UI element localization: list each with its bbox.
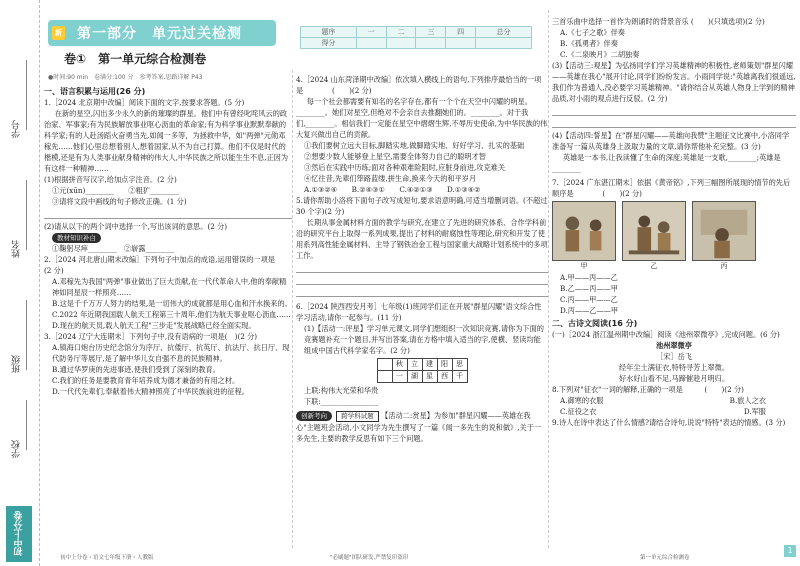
choice-option[interactable]: D.现在的航天员,载人航天工程"三步走"发展战略已经全面实现。	[52, 321, 256, 330]
illustration-image	[692, 201, 756, 261]
choice-option[interactable]: B.乙——丙——甲	[560, 284, 618, 293]
activity-2-text: 【活动二:赏星】为参加"群星闪耀——英雄在我心"主题班会活动,小文同学为先生撰写了一篇《闻一多先生的说和做》,关于一多先生,主要的教学反思有如下三个问题。	[296, 411, 542, 443]
ink-painting-icon	[553, 202, 615, 260]
answer-line[interactable]	[552, 106, 796, 116]
sub-question: (4)【活动四:誓星】在"群星闪耀——英雄向我赞"主题征文比赛中,小洛同学准备写一篇从英雄身上汲取力量的文章,请你帮他补充完整。(3 分)	[552, 131, 790, 151]
name-label: 姓名	[12, 240, 22, 258]
knowledge-note	[44, 232, 292, 243]
question-stem: 4.［2024 山东菏泽期中改编］依次填入横线上的语句,下列排序最恰当的一项是 ( )(2 分)	[296, 75, 542, 95]
sub-question: (1)【活动一:评星】学习单元课文,同学们想组织一次知识竞赛,请你为下面的竞赛题补充一个题目,并写出答案,请在方格中填入适当的字,使横、竖读均能组成中国古代科学家名字。(2 分)	[304, 324, 544, 355]
ink-painting-icon	[623, 202, 685, 260]
score-input-cell[interactable]	[476, 38, 532, 49]
exam-subtitle: 卷① 第一单元综合检测卷	[64, 52, 207, 66]
illustration-caption: 甲	[580, 262, 588, 270]
choice-option[interactable]: C.我们的任务是要教育青年培养成为德才兼备的有用之材。	[52, 376, 240, 385]
illustration-row	[552, 201, 796, 272]
choice-option[interactable]: A.御寒的衣服	[560, 396, 604, 405]
score-cell: 三	[416, 27, 446, 38]
question-stem: 3.［2024 辽宁大连期末］下列句子中,没有语病的一项是( )(2 分)	[44, 332, 258, 341]
school-label: 学校	[12, 440, 22, 458]
question-stem: 1.［2024 北京期中改编］阅读下面的文字,按要求答题。(5 分)	[44, 98, 245, 107]
score-row-header	[301, 27, 532, 38]
brand-badge: 初中上分卷	[6, 506, 32, 562]
score-cell: 二	[386, 27, 416, 38]
choice-options[interactable]: A.①③②④ B.②④③① C.④②①③ D.①③④②	[304, 185, 481, 194]
question-stem: 8.下列对"征衣"一词的解释,正确的一项是 ( )(2 分)	[552, 385, 744, 394]
grid-cell: 西	[437, 371, 452, 383]
answer-line[interactable]	[296, 275, 548, 285]
choice-option[interactable]: B.《孤勇者》伴奏	[560, 39, 618, 48]
choice-row	[552, 406, 796, 417]
choice-option[interactable]: A.镇海口炮台历史纪念馆分为序厅、抗倭厅、抗英厅、抗法厅、抗日厅、现代防务厅等展厅,是了解中华儿女自强不息的民族精神。	[52, 343, 290, 363]
footer-left: 初中上分卷・语文七年级下册・人教版	[60, 555, 154, 561]
score-row-values	[301, 38, 532, 49]
statement: ②想要少数人能够登上星空,需要全体努力自己的聪明才智	[304, 152, 486, 161]
column-2	[296, 74, 548, 444]
innovation-pill: 创新考向	[296, 411, 332, 421]
choice-option[interactable]: D.丙——乙——甲	[560, 306, 619, 315]
grid-cell: 湖	[407, 371, 422, 383]
answer-blank[interactable]: ①元(xūn)________ ②粗犷________	[52, 186, 179, 195]
class-label: 班级	[12, 355, 22, 373]
score-table	[300, 26, 532, 49]
knowledge-pill: 教材知识补白	[52, 233, 101, 243]
question-continuation: 三首乐曲中选择一首作为朗诵时的背景音乐 ( )(只填选项)(2 分)	[552, 17, 765, 26]
class-line	[26, 300, 27, 370]
page-number: 1	[784, 545, 796, 557]
answer-line[interactable]	[44, 209, 292, 219]
illustration-caption: 乙	[650, 262, 658, 270]
choice-option[interactable]: D.一代代先辈们,奉献着伟大精神照亮了中华民族前进的征程。	[52, 387, 249, 396]
activity-2	[296, 410, 548, 444]
choice-option[interactable]: C.《二泉映月》二胡独奏	[560, 50, 640, 59]
reading-passage: 每一个社会都需要有知名的名字存在,都有一个个在天空中闪耀的明星。________。她们对星空,但绝对不会亲自去推翻她们的。________。对于我们,________。相信我们一定能在星空中熠熠生辉,不辱历史使命,为中华民族的伟大复兴做出自己的贡献。	[296, 97, 548, 139]
poem-line: 好水好山看不足,马蹄催趁月明归。	[618, 374, 730, 383]
illustration-caption: 丙	[720, 262, 728, 270]
poem-line: 经年尘土满征衣,特特寻芳上翠微。	[618, 363, 730, 372]
score-input-cell[interactable]	[416, 38, 446, 49]
answer-line-upper[interactable]: 上联:构伟大光荣和华贵	[304, 386, 379, 395]
sub-question: ③请将文段中画线的句子修改正确。(1 分)	[52, 197, 187, 206]
column-divider	[548, 10, 549, 548]
choice-option[interactable]: A.甲——丙——乙	[560, 273, 618, 282]
statement: ③然后在实践中历练;面对各种艰难险阻时,应脏身前进,攻克难关	[304, 163, 506, 172]
ink-painting-icon	[693, 202, 755, 260]
score-input-cell[interactable]	[356, 38, 386, 49]
column-3	[552, 16, 796, 428]
illustration-image	[622, 201, 686, 261]
reading-passage: 长期从事金属材料方面的教学与研究,在建立了先进的研究体系、合作学科前沿的研究平台上取得一系列成果,提出了材料的耐腐蚀性等理论,研究和开发了使用系列高性能金属材料、主导了钢铁冶金工程与国家重大战略计划系统中的多项工作。	[296, 218, 548, 260]
name-line	[26, 180, 27, 250]
choice-option[interactable]: C.丙——甲——乙	[560, 295, 618, 304]
illustration-c	[692, 201, 756, 272]
question-stem: 5.请你帮助小洛将下面句子改写成短句,要求语意明确,可适当增删词语。(不超过 30 个字)(2 分)	[296, 196, 548, 216]
answer-line[interactable]	[552, 118, 796, 128]
grid-cell: 立	[407, 359, 422, 371]
school-line	[26, 400, 27, 450]
illustration-a	[552, 201, 616, 272]
choice-option[interactable]: B.旅人之衣	[729, 396, 766, 405]
score-input-cell[interactable]	[386, 38, 416, 49]
grid-cell: 秋	[392, 359, 407, 371]
part-title: 第一部分 单元过关检测	[77, 26, 242, 42]
illustration-b	[622, 201, 686, 272]
grid-cell: 千	[452, 371, 467, 383]
column-divider	[292, 70, 293, 548]
statement: ①我们要树立远大目标,脚踏实地,做脚踏实地、好好学习、扎实的基础	[304, 141, 525, 150]
question-stem: 9.诗人在诗中表达了什么情感?请结合诗句,说说"特特"表达的情感。(3 分)	[552, 418, 786, 427]
section-heading: 二、古诗文阅读(16 分)	[552, 319, 638, 328]
student-id-label: 学号	[12, 120, 22, 138]
score-input-cell[interactable]	[446, 38, 476, 49]
choice-option[interactable]: A.邓稼先为我国"两弹"事业做出了巨大贡献,在一代代革命人中,他的奉献精神如同星辰一样照亮……	[52, 277, 287, 297]
question-stem: (一)［2024 浙江温州期中改编］阅读《池州翠微亭》,完成问题。(6 分)	[552, 330, 780, 339]
choice-option[interactable]: B.这是千千万万人努力的结果,是一切伟大的成就都是用心血和汗水换来的。	[52, 299, 292, 308]
score-cell: 四	[446, 27, 476, 38]
reading-passage: 在新的星空,闪出多少永久的新的璀璨的群星。他们中有曾经叱咤风云的政治家、军事家;有为民族解放事业呕心沥血的革命家;有为科学事业默默奉献的科学家;有的人赴汤蹈火奋勇当先,如闻一多等，为拯救中华，如"两弹"元勋邓稼先……他们心里总想着别人,想着国家,从不为自己打算。他们不仅是时代的楷模,还是有为人类事业献身精神的伟大人,中华民族之所以能生生不息,正因为有这样一种精神……	[44, 109, 289, 173]
grid-cell: 星	[422, 371, 437, 383]
column-1	[44, 86, 304, 397]
poem-title: 池州翠微亭	[656, 341, 692, 350]
new-tag: 新	[52, 26, 65, 40]
choice-option[interactable]: B.通过华罗庚的先进事迹,使我们受到了深刻的教育。	[52, 365, 220, 374]
footer-right: 第一单元综合检测卷	[640, 555, 690, 561]
sub-question-text: (2)请从以下的两个词中选择一个,写出该词的意思。(2 分)	[44, 222, 228, 231]
score-cell: 一	[356, 27, 386, 38]
completion-passage[interactable]: 英雄是一本书,让我读懂了生命的深度;英雄是一支歌,________;英雄是________	[552, 153, 781, 173]
choice-row	[552, 395, 796, 406]
grid-cell: 建	[422, 359, 437, 371]
sub-question: (1)根据拼音写汉字,给加点字注音。(2 分)	[44, 175, 177, 184]
student-id-line	[26, 60, 27, 130]
character-grid	[377, 358, 468, 383]
exam-meta: ●时间:90 min 卷满分:100 分 参考答案,思路详解 P43	[48, 74, 203, 81]
choice-option[interactable]: C.征役之衣	[560, 407, 597, 416]
binding-margin	[0, 0, 40, 566]
illustration-image	[552, 201, 616, 261]
footer-mid: "必刷题"团队研发,严禁复印盗印	[330, 555, 409, 561]
choice-option[interactable]: C.2022 年近期我国载人航天工程第三十周年,他们为航天事业呕心沥血……	[52, 310, 291, 319]
grid-cell: 一	[392, 371, 407, 383]
answer-line-lower[interactable]: 下联:________________	[304, 397, 379, 406]
poem-author: ［宋］岳飞	[656, 352, 692, 361]
grid-cell[interactable]	[377, 371, 392, 383]
grid-cell: 阳	[437, 359, 452, 371]
grid-cell: 思	[452, 359, 467, 371]
sub-question	[44, 221, 292, 232]
statement: ④忆往昔,先辈们筚路蓝缕,拼生命,换来今天的和平岁月	[304, 174, 477, 183]
sub-question: (3)【活动三:观星】为弘扬同学们学习英雄精神的积极性,老师策划"群星闪耀——英雄在我心"展开讨论,同学们纷纷发言。小雨同学说:"英雄离我们很遥远,我们作为普通人,没必要学习英雄精神。"请你结合从英雄人物身上学到的精神品质,对小雨的观点进行反驳。(2 分)	[552, 61, 796, 103]
answer-blank[interactable]: ①鞠躬尽瘁________ ②崭露________	[52, 244, 175, 253]
section-heading: 一、语言积累与运用(26 分)	[44, 87, 146, 96]
choice-option[interactable]: A.《七子之歌》伴奏	[560, 28, 625, 37]
section-banner	[48, 20, 276, 46]
question-stem: 7.［2024 广东湛江期末］依据《黄帝铭》,下列三幅图所展现的情节的先后顺序是 ( )(2 分)	[552, 178, 791, 198]
question-stem: 6.［2024 陕西西安月考］七年级(1)班同学们正在开展"群星闪耀"语文综合性学习活动,请你一起参与。(11 分)	[296, 302, 542, 322]
score-cell: 总分	[476, 27, 532, 38]
answer-line[interactable]	[296, 263, 548, 273]
score-cell: 得分	[301, 38, 357, 49]
answer-line[interactable]	[296, 287, 548, 297]
cross-subject-pill: 跨学科试题	[336, 411, 379, 422]
question-stem: 2.［2024 河北唐山期末改编］下列句子中加点的成语,运用错误的一项是 (2 分)	[44, 255, 304, 275]
score-cell: 题序	[301, 27, 357, 38]
grid-cell	[377, 359, 392, 371]
choice-option[interactable]: D.军服	[743, 407, 766, 416]
